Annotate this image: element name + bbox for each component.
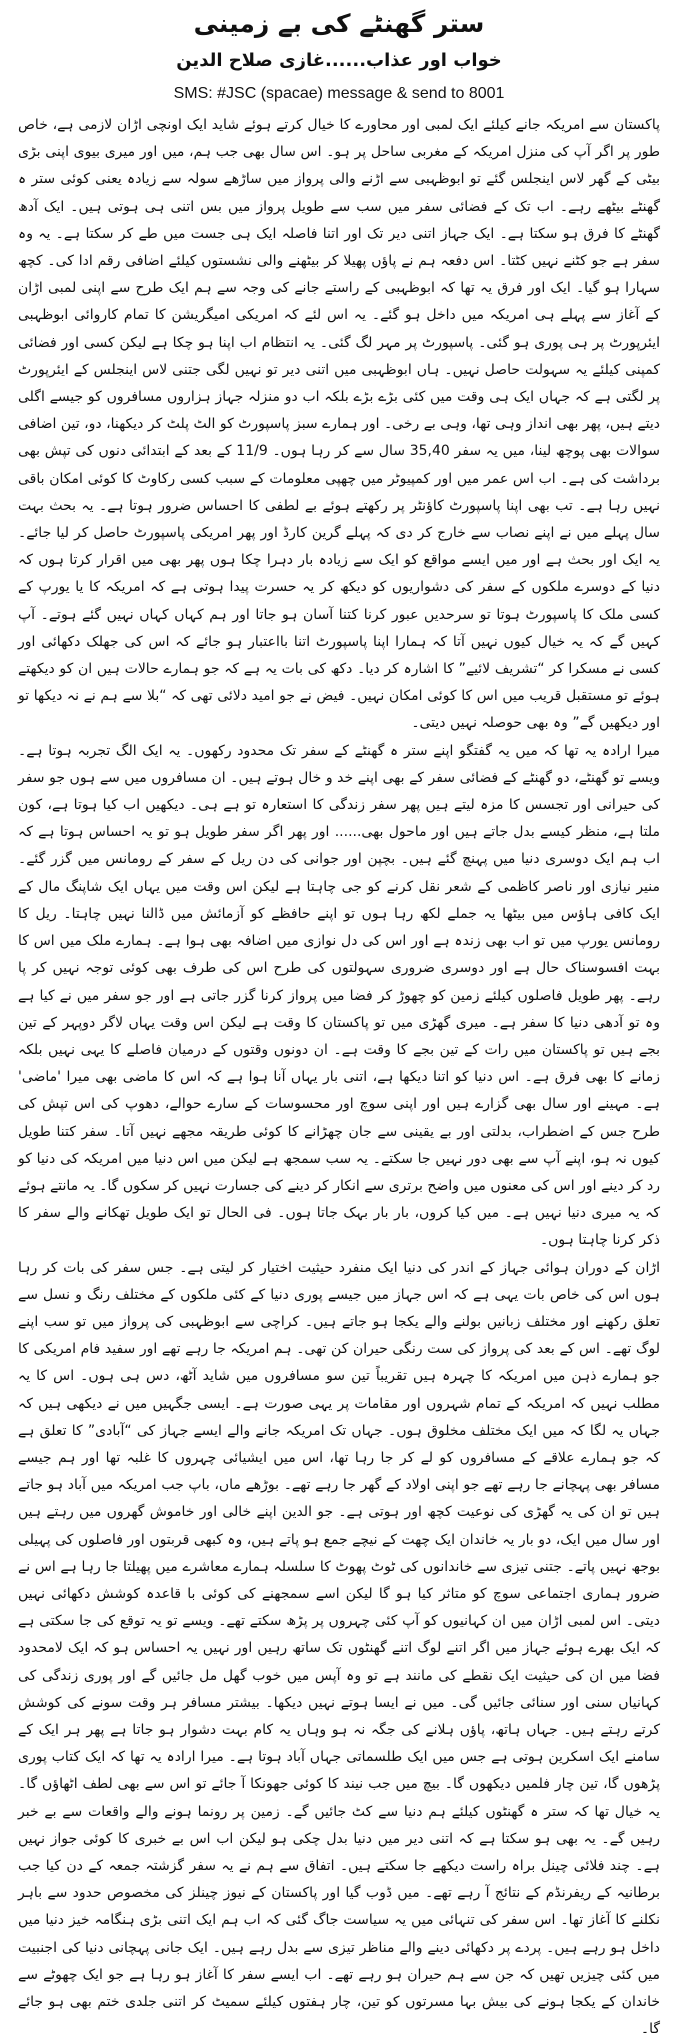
sms-line: SMS: #JSC (spacae) message & send to 8001	[173, 85, 505, 102]
article-byline: خواب اور عذاب......غازی صلاح الدین	[176, 50, 502, 71]
article-body	[18, 112, 660, 2043]
article-paragraph-1: پاکستان سے امریکہ جانے کیلئے ایک لمبی اور محاورے کا خیال کرتے ہوئے شاید ایک اونچی اڑان لازمی ہے، خاص طور پر اگر آپ کی منزل امریکہ کے مغربی ساحل پر ہو۔ اس سال بھی جب ہم، میں اور میری بیوی اپنی بڑی بیٹی کے گھر لاس اینجلس گئے تو ابوظہبی سے اڑنے والی پرواز میں ساڑھے سولہ سے زیادہ یعنی کوئی ستر ہ گھنٹے بیٹھے رہے۔ اب تک کے فضائی سفر میں سب سے طویل پرواز میں بس اتنی ہی ہوتی ہیں۔ ایک آدھ گھنٹے کا فرق ہو سکتا ہے۔ ایک جہاز اتنی دیر تک اور اتنا فاصلہ ایک ہی جست میں طے کر سکتا ہے۔ یہ وہ سفر ہے جو کٹنے نہیں کٹتا۔ اس دفعہ ہم نے پاؤں پھیلا کر بیٹھنے والی نشستوں کیلئے اضافی رقم ادا کی۔ کچھ سہارا ہو گیا۔ ایک اور فرق یہ تھا کہ ابوظہبی کے راستے جانے کی وجہ سے ہم ایک طرح سے اپنی لمبی اڑان کے آغاز سے پہلے ہی امریکہ میں داخل ہو گئے۔ یہ اس لئے کہ امریکی امیگریشن کا تمام کاروائی ابوظہبی ایئرپورٹ پر ہی پوری ہو گئی۔ پاسپورٹ پر مہر لگ گئی۔ یہ انتظام اب اپنا ہو چکا ہے لیکن کسی اور فضائی کمپنی کیلئے یہ سہولت حاصل نہیں۔ ہاں ابوظہبی میں اتنی دیر تو نہیں لگی جتنی لاس اینجلس کے ایئرپورٹ پر لگتی ہے کہ جہاں ایک ہی وقت میں کئی بڑے بڑے بلکہ اب دو منزلہ جہاز ہزاروں مسافروں کو جیسے اگلی دیتے ہیں، پھر بھی انداز وہی تھا، وہی بے رخی۔ اور ہمارے سبز پاسپورٹ کو الٹ پلٹ کر دیکھنا، دو، تین اضافی سوالات بھی پوچھ لینا، میں یہ سفر 35,40 سال سے کر رہا ہوں۔ 11/9 کے بعد کے ابتدائی دنوں کی تپش بھی برداشت کی ہے۔ اب اس عمر میں اور کمپیوٹر میں چھپی معلومات کے سبب کسی رکاوٹ کا کوئی امکان باقی نہیں رہا ہے۔ تب بھی اپنا پاسپورٹ کاؤنٹر پر رکھتے ہوئے بے لطفی کا احساس ضرور ہوتا ہے۔ یہ بحث بہت سال پہلے میں نے اپنے نصاب سے خارج کر دی کہ پہلے گرین کارڈ اور پھر امریکی پاسپورٹ حاصل کر لیا جائے۔ یہ ایک اور بحث ہے اور میں ایسے مواقع کو ایک سے زیادہ بار دہرا چکا ہوں پھر بھی میں اقرار کرتا ہوں کہ دنیا کے دوسرے ملکوں کے سفر کی دشواریوں کو دیکھ کر یہ حسرت پیدا ہوتی ہے کہ امریکہ کا یا یورپ کے کسی ملک کا پاسپورٹ ہوتا تو سرحدیں عبور کرنا کتنا آسان ہو جاتا اور ہم کہاں کہاں نہیں گئے ہوتے۔ آپ کہیں گے کہ یہ خیال کیوں نہیں آتا کہ ہمارا اپنا پاسپورٹ اتنا بااعتبار ہو جائے کہ اس کی جھلک دکھائی اور کسی نے مسکرا کر “تشریف لائیے” کا اشارہ کر دیا۔ دکھ کی بات یہ ہے کہ جو ہمارے حالات ہیں ان کو دیکھتے ہوئے تو مستقبل قریب میں اس کا کوئی امکان نہیں۔ فیض نے جو امید دلائی تھی کہ “بلا سے ہم نے نہ دیکھا تو اور دیکھیں گے” وہ بھی حوصلہ نہیں دیتی۔	[18, 117, 661, 732]
article-title: ستر گھنٹے کی بے زمینی	[193, 9, 485, 38]
article-paragraph-2: میرا ارادہ یہ تھا کہ میں یہ گفتگو اپنے ستر ہ گھنٹے کے سفر تک محدود رکھوں۔ یہ ایک الگ تجربہ ہوتا ہے۔ ویسے تو گھنٹے، دو گھنٹے کے فضائی سفر کے بھی اپنے خد و خال ہوتے ہیں۔ ان مسافروں میں سے ہوں جو سفر کی حیرانی اور تجسس کا مزہ لیتے ہیں پھر سفر زندگی کا استعارہ تو ہے ہی۔ دیکھیں اب کیا ہوتا ہے، کون ملتا ہے، منظر کیسے بدل جاتے ہیں اور ماحول بھی...... اور پھر اگر سفر طویل ہو تو یہ احساس ہوتا ہے کہ اب ہم ایک دوسری دنیا میں پہنچ گئے ہیں۔ بچپن اور جوانی کی دن ریل کے سفر کے رومانس میں گزر گئے۔ منیر نیازی اور ناصر کاظمی کے شعر نقل کرنے کو جی چاہتا ہے لیکن اس وقت میں یہاں ایک شاپنگ مال کے ایک کافی ہاؤس میں بیٹھا یہ جملے لکھ رہا ہوں تو اپنے حافظے کو آزمائش میں ڈالنا نہیں چاہتا۔ ریل کا رومانس یورپ میں تو اب بھی زندہ ہے اور اس کی دل نوازی میں اضافہ بھی ہوا ہے۔ ہمارے ملک میں اس کا بہت افسوسناک حال ہے اور دوسری ضروری سہولتوں کی طرح اس کی طرف بھی کوئی توجہ نہیں کر پا رہے۔ پھر طویل فاصلوں کیلئے زمین کو چھوڑ کر فضا میں پرواز کرنا گزر جاتی ہے اور جو سفر میں نے کیا ہے وہ تو آدھی دنیا کا سفر ہے۔ میری گھڑی میں تو پاکستان کا وقت ہے لیکن اس وقت یہاں لاگر دوپہر کے تین بجے ہیں تو پاکستان میں رات کے تین بجے کا وقت ہے۔ ان دونوں وقتوں کے درمیان فاصلے کا یہی نہیں بلکہ زمانے کا بھی فرق ہے۔ اس دنیا کو اتنا دیکھا ہے، اتنی بار یہاں آنا ہوا ہے کہ اس کا ماضی بھی میرا 'ماضی' ہے۔ مہینے اور سال بھی گزارے ہیں اور اپنی سوچ اور محسوسات کے سارے حوالے، دھوپ کی اس تپش کی طرح جس کے اضطراب، بدلتی اور بے یقینی سے جان چھڑانے کا کوئی طریقہ مجھے نہیں آتا۔ سفر کتنا طویل کیوں نہ ہو، اپنے آپ سے بھی دور نہیں جا سکتے۔ یہ سب سمجھ ہے لیکن میں اس دنیا میں امریکہ کی دنیا کو رد کر دینے اور اس کی معنوں میں واضح برتری سے انکار کر دینے کی جسارت نہیں کر سکوں گا۔ یہ مانتے ہوئے کہ یہ میری دنیا نہیں ہے۔ میں کیا کروں، بار بار بہک جاتا ہوں۔ فی الحال تو ایک طویل تھکانے والے سفر کا ذکر کرنا چاہتا ہوں۔	[18, 742, 660, 1249]
article-paragraph-3: اڑان کے دوران ہوائی جہاز کے اندر کی دنیا ایک منفرد حیثیت اختیار کر لیتی ہے۔ جس سفر کی بات کر رہا ہوں اس کی خاص بات یہی ہے کہ اس جہاز میں جیسے پوری دنیا کے کئی ملکوں کے مختلف رنگ و نسل سے تعلق رکھنے اور مختلف زبانیں بولنے والے یکجا ہو جاتے ہیں۔ کراچی سے ابوظہبی کی پرواز میں تو سب اپنے لوگ تھے۔ اس کے بعد کی پرواز کی ست رنگی حیران کن تھی۔ ہم امریکہ جا رہے تھے اور سفید فام امریکی کا جو ہمارے ذہن میں امریکہ کا چہرہ ہیں تقریباً تین سو مسافروں میں شاید آٹھ، دس ہی ہوں۔ اس کا یہ مطلب نہیں کہ امریکہ کے تمام شہروں اور مقامات پر یہی صورت ہے۔ ایسی جگہیں میں نے دیکھی ہیں کہ جہاں یہ لگا کہ میں ایک مختلف مخلوق ہوں۔ جہاں تک امریکہ جانے والے ایسے جہاز کی “آبادی” کا تعلق ہے کہ جو ہمارے علاقے کے مسافروں کو لے کر جا رہا تھا، اس میں ایشیائی چہروں کا غلبہ تھا اور ہم جیسے مسافر بھی پہچانے جا رہے تھے جو اپنی اولاد کے گھر جا رہے تھے۔ بوڑھے ماں، باپ جب امریکہ میں آباد ہو جاتے ہیں تو ان کی یہ گھڑی کی نوعیت کچھ اور ہوتی ہے۔ جو الدین اپنے خالی اور خاموش گھروں میں رہتے ہیں اور سال میں ایک، دو بار یہ خاندان ایک چھت کے نیچے جمع ہو پاتے ہیں، وہ کبھی قربتوں اور فاصلوں کی پہیلی بوجھ نہیں پاتے۔ جتنی تیزی سے خاندانوں کی ٹوٹ پھوٹ کا سلسلہ ہمارے معاشرے میں پھیلتا جا رہا ہے اس نے ضرور ہماری اجتماعی سوچ کو متاثر کیا ہو گا لیکن اسے سمجھنے کی کوئی با قاعدہ کوشش دکھائی نہیں دیتی۔ اس لمبی اڑان میں ان کہانیوں کو آپ کئی چہروں پر پڑھ سکتے تھے۔ ویسے تو یہ توقع کی جا سکتی ہے کہ ایک بھرے ہوئے جہاز میں اگر اتنے لوگ اتنے گھنٹوں تک ساتھ رہیں اور نہیں یہ احساس ہو کہ ایک لامحدود فضا میں ان کی حیثیت ایک نقطے کی مانند ہے تو وہ آپس میں خوب گھل مل جائیں گے اور پوری زندگی کی کہانیاں سنی اور سنائی جائیں گی۔ میں نے ایسا ہوتے نہیں دیکھا۔ بیشتر مسافر ہر وقت سونے کی کوشش کرتے رہتے ہیں۔ جہاں ہاتھ، پاؤں ہلانے کی جگہ نہ ہو وہاں یہ کام بہت دشوار ہو جاتا ہے پھر ہر ایک کے سامنے ایک اسکرین ہوتی ہے جس میں ایک طلسماتی جہاں آباد ہوتا ہے۔ میرا ارادہ یہ تھا کہ ایک کتاب پوری پڑھوں گا، تین چار فلمیں دیکھوں گا۔ بیچ میں جب نیند کا کوئی جھونکا آ جائے تو اس سے بھی لطف اٹھاؤں گا۔ یہ خیال تھا کہ ستر ہ گھنٹوں کیلئے ہم دنیا سے کٹ جائیں گے۔ زمین پر رونما ہونے والے واقعات سے بے خبر رہیں گے۔ یہ بھی ہو سکتا ہے کہ اتنی دیر میں دنیا بدل چکی ہو لیکن اب اس بے خبری کا کوئی جواز نہیں ہے۔ چند فلائی چینل براہ راست دیکھے جا سکتے ہیں۔ اتفاق سے ہم نے یہ سفر گزشتہ جمعہ کے دن کیا جب برطانیہ کے ریفرنڈم کے نتائج آ رہے تھے۔ میں ڈوب گیا اور پاکستان کے نیوز چینلز کی مخصوص حدود سے باہر نکلنے کا آغاز تھا۔ اس سفر کی تنہائی میں یہ سیاست جاگ گئی کہ اب ہم ایک اتنی بڑی ہنگامہ خیز دنیا میں داخل ہو رہے ہیں۔ پردے پر دکھائی دینے والے مناظر تیزی سے بدل رہے ہیں۔ ایک جانی پہچانی دنیا کی اجنبیت میں کئی چیزیں تھیں کہ جن سے ہم حیران ہو رہے تھے۔ اب ایسے سفر کا آغاز ہو رہا ہے جو ایک چھوٹے سے خاندان کے یکجا ہونے کی بیش بہا مسرتوں کو تین، چار ہفتوں کیلئے سمیٹ کر اتنی جلدی ختم بھی ہو جائے گا۔	[18, 1259, 660, 2038]
